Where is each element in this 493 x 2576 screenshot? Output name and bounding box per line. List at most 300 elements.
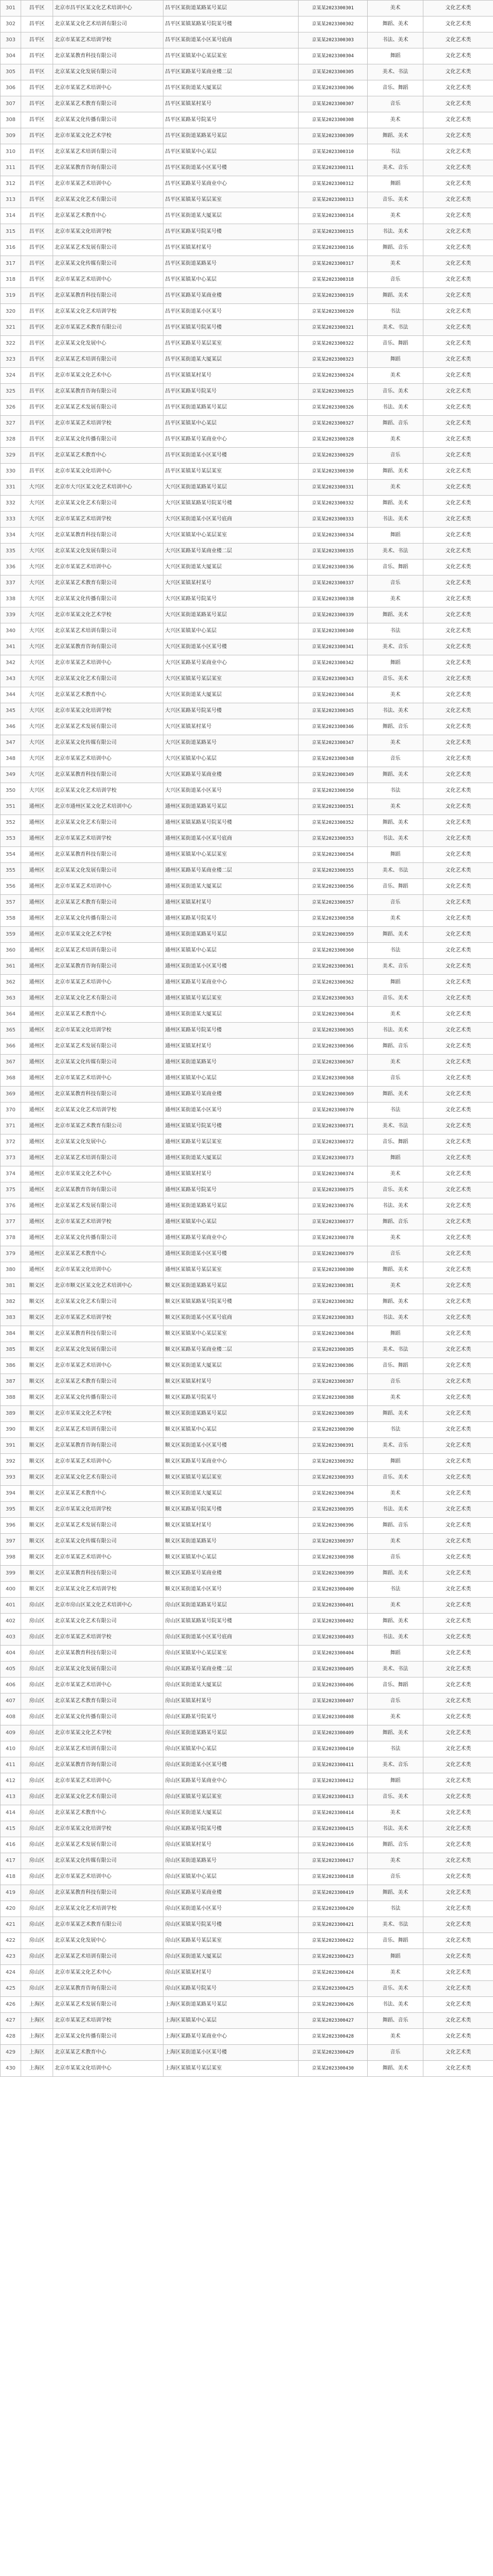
row-number: 336 xyxy=(1,560,21,575)
scope-cell: 文化艺术类 xyxy=(423,336,493,352)
table-row xyxy=(1,1614,493,1630)
subjects-cell: 音乐 xyxy=(368,1869,423,1885)
license-number-cell: 京某某2023300385 xyxy=(299,1342,368,1358)
row-number: 364 xyxy=(1,1007,21,1023)
institution-name-cell: 北京某某文化发展有限公司 xyxy=(53,863,163,879)
scope-cell: 文化艺术类 xyxy=(423,1358,493,1374)
scope-cell: 文化艺术类 xyxy=(423,1805,493,1821)
scope-cell: 文化艺术类 xyxy=(423,560,493,575)
subjects-cell: 美术 xyxy=(368,208,423,224)
table-row xyxy=(1,1342,493,1358)
license-number-cell: 京某某2023300332 xyxy=(299,496,368,512)
row-number: 370 xyxy=(1,1103,21,1118)
row-number: 352 xyxy=(1,815,21,831)
institution-name-cell: 北京某某文化传播有限公司 xyxy=(53,591,163,607)
address-cell: 昌平区某街道某路某号某层 xyxy=(163,400,299,416)
table-row xyxy=(1,1246,493,1262)
institution-name-cell: 北京某某文化艺术有限公司 xyxy=(53,991,163,1007)
table-row xyxy=(1,735,493,751)
license-number-cell: 京某某2023300377 xyxy=(299,1214,368,1230)
scope-cell: 文化艺术类 xyxy=(423,288,493,304)
institution-name-cell: 北京某某文化发展中心 xyxy=(53,1933,163,1949)
license-number-cell: 京某某2023300357 xyxy=(299,895,368,911)
subjects-cell: 音乐、舞蹈 xyxy=(368,80,423,96)
institution-name-cell: 北京某某教育科技有限公司 xyxy=(53,48,163,64)
district-cell: 通州区 xyxy=(21,815,53,831)
table-row xyxy=(1,1693,493,1709)
row-number: 340 xyxy=(1,623,21,639)
scope-cell: 文化艺术类 xyxy=(423,1821,493,1837)
district-cell: 房山区 xyxy=(21,1901,53,1917)
institution-name-cell: 北京某某艺术教育中心 xyxy=(53,208,163,224)
license-number-cell: 京某某2023300330 xyxy=(299,464,368,480)
subjects-cell: 美术 xyxy=(368,1486,423,1502)
license-number-cell: 京某某2023300333 xyxy=(299,512,368,528)
address-cell: 房山区某街道某小区某号楼 xyxy=(163,1757,299,1773)
district-cell: 昌平区 xyxy=(21,160,53,176)
subjects-cell: 舞蹈 xyxy=(368,1454,423,1470)
institution-name-cell: 北京某某文化发展有限公司 xyxy=(53,544,163,560)
row-number: 412 xyxy=(1,1773,21,1789)
row-number: 386 xyxy=(1,1358,21,1374)
scope-cell: 文化艺术类 xyxy=(423,1118,493,1134)
subjects-cell: 音乐、美术 xyxy=(368,1789,423,1805)
license-number-cell: 京某某2023300325 xyxy=(299,384,368,400)
district-cell: 昌平区 xyxy=(21,352,53,368)
scope-cell: 文化艺术类 xyxy=(423,991,493,1007)
license-number-cell: 京某某2023300413 xyxy=(299,1789,368,1805)
subjects-cell: 音乐、舞蹈 xyxy=(368,336,423,352)
row-number: 406 xyxy=(1,1677,21,1693)
subjects-cell: 书法、美术 xyxy=(368,1198,423,1214)
table-row xyxy=(1,1534,493,1550)
scope-cell: 文化艺术类 xyxy=(423,591,493,607)
subjects-cell: 舞蹈、美术 xyxy=(368,815,423,831)
table-row xyxy=(1,1630,493,1646)
institution-name-cell: 北京某某艺术发展有限公司 xyxy=(53,1997,163,2013)
row-number: 339 xyxy=(1,607,21,623)
subjects-cell: 音乐、美术 xyxy=(368,1182,423,1198)
institution-name-cell: 北京某某文化艺术培训学校 xyxy=(53,1582,163,1598)
license-number-cell: 京某某2023300404 xyxy=(299,1646,368,1662)
scope-cell: 文化艺术类 xyxy=(423,911,493,927)
row-number: 421 xyxy=(1,1917,21,1933)
row-number: 350 xyxy=(1,783,21,799)
district-cell: 昌平区 xyxy=(21,16,53,32)
table-row xyxy=(1,528,493,544)
district-cell: 顺义区 xyxy=(21,1454,53,1470)
row-number: 414 xyxy=(1,1805,21,1821)
table-row xyxy=(1,1981,493,1997)
license-number-cell: 京某某2023300430 xyxy=(299,2061,368,2077)
address-cell: 顺义区某街道某小区某号楼 xyxy=(163,1438,299,1454)
license-number-cell: 京某某2023300366 xyxy=(299,1039,368,1055)
table-row xyxy=(1,1598,493,1614)
license-number-cell: 京某某2023300321 xyxy=(299,320,368,336)
table-row xyxy=(1,1757,493,1773)
row-number: 395 xyxy=(1,1502,21,1518)
table-row xyxy=(1,1805,493,1821)
row-number: 399 xyxy=(1,1566,21,1582)
table-row xyxy=(1,671,493,687)
table-row xyxy=(1,847,493,863)
scope-cell: 文化艺术类 xyxy=(423,1406,493,1422)
license-number-cell: 京某某2023300306 xyxy=(299,80,368,96)
subjects-cell: 美术 xyxy=(368,1007,423,1023)
scope-cell: 文化艺术类 xyxy=(423,751,493,767)
subjects-cell: 音乐 xyxy=(368,751,423,767)
scope-cell: 文化艺术类 xyxy=(423,1198,493,1214)
license-number-cell: 京某某2023300373 xyxy=(299,1150,368,1166)
subjects-cell: 美术 xyxy=(368,368,423,384)
district-cell: 房山区 xyxy=(21,1885,53,1901)
license-number-cell: 京某某2023300399 xyxy=(299,1566,368,1582)
institution-name-cell: 北京市某某文化培训学校 xyxy=(53,703,163,719)
row-number: 428 xyxy=(1,2029,21,2045)
license-number-cell: 京某某2023300351 xyxy=(299,799,368,815)
row-number: 317 xyxy=(1,256,21,272)
table-row xyxy=(1,1278,493,1294)
district-cell: 通州区 xyxy=(21,895,53,911)
row-number: 323 xyxy=(1,352,21,368)
address-cell: 顺义区某街道某路某号某层 xyxy=(163,1278,299,1294)
table-row xyxy=(1,112,493,128)
institution-name-cell: 北京某某艺术教育中心 xyxy=(53,2045,163,2061)
institution-name-cell: 北京某某艺术发展有限公司 xyxy=(53,1837,163,1853)
institution-name-cell: 北京市某某文化培训中心 xyxy=(53,2061,163,2077)
district-cell: 昌平区 xyxy=(21,240,53,256)
row-number: 424 xyxy=(1,1965,21,1981)
license-number-cell: 京某某2023300353 xyxy=(299,831,368,847)
table-row xyxy=(1,64,493,80)
district-cell: 大兴区 xyxy=(21,783,53,799)
institution-name-cell: 北京某某艺术培训有限公司 xyxy=(53,943,163,959)
license-number-cell: 京某某2023300379 xyxy=(299,1246,368,1262)
subjects-cell: 音乐、舞蹈 xyxy=(368,1933,423,1949)
scope-cell: 文化艺术类 xyxy=(423,1390,493,1406)
institution-name-cell: 北京市某某艺术培训学校 xyxy=(53,416,163,432)
address-cell: 昌平区某路某号某商业楼二层 xyxy=(163,64,299,80)
subjects-cell: 书法 xyxy=(368,304,423,320)
table-row xyxy=(1,368,493,384)
institution-name-cell: 北京市某某文化培训学校 xyxy=(53,224,163,240)
license-number-cell: 京某某2023300384 xyxy=(299,1326,368,1342)
institution-name-cell: 北京某某文化传播有限公司 xyxy=(53,2029,163,2045)
address-cell: 大兴区某镇某号某层某室 xyxy=(163,671,299,687)
institution-name-cell: 北京某某教育科技有限公司 xyxy=(53,1646,163,1662)
table-row xyxy=(1,1182,493,1198)
row-number: 361 xyxy=(1,959,21,975)
address-cell: 昌平区某镇某号某层某室 xyxy=(163,192,299,208)
license-number-cell: 京某某2023300424 xyxy=(299,1965,368,1981)
row-number: 392 xyxy=(1,1454,21,1470)
scope-cell: 文化艺术类 xyxy=(423,272,493,288)
scope-cell: 文化艺术类 xyxy=(423,384,493,400)
table-row xyxy=(1,1885,493,1901)
address-cell: 通州区某街道某大厦某层 xyxy=(163,879,299,895)
license-number-cell: 京某某2023300391 xyxy=(299,1438,368,1454)
scope-cell: 文化艺术类 xyxy=(423,368,493,384)
address-cell: 昌平区某镇某中心某层某室 xyxy=(163,48,299,64)
district-cell: 上海区 xyxy=(21,2061,53,2077)
subjects-cell: 舞蹈、美术 xyxy=(368,1566,423,1582)
district-cell: 房山区 xyxy=(21,1949,53,1965)
table-row xyxy=(1,1725,493,1741)
institution-name-cell: 北京某某教育科技有限公司 xyxy=(53,767,163,783)
institution-name-cell: 北京市某某艺术培训学校 xyxy=(53,1310,163,1326)
license-number-cell: 京某某2023300331 xyxy=(299,480,368,496)
institution-name-cell: 北京市某某艺术培训中心 xyxy=(53,1550,163,1566)
address-cell: 房山区某路某号某商业中心 xyxy=(163,1773,299,1789)
license-number-cell: 京某某2023300322 xyxy=(299,336,368,352)
address-cell: 大兴区某路某号某商业中心 xyxy=(163,655,299,671)
table-row xyxy=(1,895,493,911)
row-number: 356 xyxy=(1,879,21,895)
district-cell: 通州区 xyxy=(21,847,53,863)
scope-cell: 文化艺术类 xyxy=(423,224,493,240)
district-cell: 昌平区 xyxy=(21,208,53,224)
subjects-cell: 音乐、舞蹈 xyxy=(368,560,423,575)
license-number-cell: 京某某2023300400 xyxy=(299,1582,368,1598)
address-cell: 顺义区某街道某路某号 xyxy=(163,1534,299,1550)
subjects-cell: 舞蹈、音乐 xyxy=(368,240,423,256)
table-row xyxy=(1,751,493,767)
district-cell: 通州区 xyxy=(21,1166,53,1182)
scope-cell: 文化艺术类 xyxy=(423,1709,493,1725)
district-cell: 通州区 xyxy=(21,1023,53,1039)
row-number: 384 xyxy=(1,1326,21,1342)
institution-name-cell: 北京市某某艺术培训中心 xyxy=(53,176,163,192)
address-cell: 通州区某镇某村某号 xyxy=(163,895,299,911)
table-row xyxy=(1,943,493,959)
license-number-cell: 京某某2023300374 xyxy=(299,1166,368,1182)
district-cell: 通州区 xyxy=(21,991,53,1007)
license-number-cell: 京某某2023300395 xyxy=(299,1502,368,1518)
address-cell: 昌平区某镇某路某号院某号楼 xyxy=(163,16,299,32)
address-cell: 房山区某街道某路某号某层 xyxy=(163,1598,299,1614)
district-cell: 房山区 xyxy=(21,1821,53,1837)
scope-cell: 文化艺术类 xyxy=(423,1949,493,1965)
row-number: 403 xyxy=(1,1630,21,1646)
scope-cell: 文化艺术类 xyxy=(423,831,493,847)
address-cell: 房山区某街道某大厦某层 xyxy=(163,1677,299,1693)
scope-cell: 文化艺术类 xyxy=(423,1965,493,1981)
license-number-cell: 京某某2023300382 xyxy=(299,1294,368,1310)
address-cell: 昌平区某路某号院某号楼 xyxy=(163,224,299,240)
row-number: 306 xyxy=(1,80,21,96)
address-cell: 通州区某街道某大厦某层 xyxy=(163,1007,299,1023)
district-cell: 顺义区 xyxy=(21,1502,53,1518)
institution-name-cell: 北京市某某文化培训中心 xyxy=(53,1262,163,1278)
district-cell: 昌平区 xyxy=(21,128,53,144)
district-cell: 房山区 xyxy=(21,1837,53,1853)
address-cell: 大兴区某街道某大厦某层 xyxy=(163,560,299,575)
institution-name-cell: 北京市某某艺术培训中心 xyxy=(53,1869,163,1885)
address-cell: 昌平区某路某号某层某室 xyxy=(163,336,299,352)
district-cell: 昌平区 xyxy=(21,384,53,400)
institution-name-cell: 北京市某某文化艺术学校 xyxy=(53,1406,163,1422)
subjects-cell: 美术 xyxy=(368,1709,423,1725)
institution-name-cell: 北京某某艺术培训有限公司 xyxy=(53,1422,163,1438)
subjects-cell: 舞蹈 xyxy=(368,975,423,991)
district-cell: 房山区 xyxy=(21,1917,53,1933)
subjects-cell: 舞蹈 xyxy=(368,1773,423,1789)
scope-cell: 文化艺术类 xyxy=(423,1214,493,1230)
table-row xyxy=(1,1582,493,1598)
table-row xyxy=(1,1773,493,1789)
institution-name-cell: 北京市某某文化艺术中心 xyxy=(53,1166,163,1182)
institution-name-cell: 北京某某文化艺术培训学校 xyxy=(53,1901,163,1917)
institution-name-cell: 北京市某某文化培训中心 xyxy=(53,464,163,480)
table-row xyxy=(1,703,493,719)
scope-cell: 文化艺术类 xyxy=(423,959,493,975)
address-cell: 大兴区某镇某村某号 xyxy=(163,719,299,735)
table-row xyxy=(1,927,493,943)
table-row xyxy=(1,815,493,831)
scope-cell: 文化艺术类 xyxy=(423,1246,493,1262)
district-cell: 昌平区 xyxy=(21,48,53,64)
license-number-cell: 京某某2023300398 xyxy=(299,1550,368,1566)
row-number: 344 xyxy=(1,687,21,703)
table-row xyxy=(1,496,493,512)
subjects-cell: 舞蹈、美术 xyxy=(368,1725,423,1741)
subjects-cell: 舞蹈、美术 xyxy=(368,1614,423,1630)
row-number: 328 xyxy=(1,432,21,448)
scope-cell: 文化艺术类 xyxy=(423,1103,493,1118)
district-cell: 通州区 xyxy=(21,799,53,815)
institution-name-cell: 北京某某文化发展有限公司 xyxy=(53,64,163,80)
institution-name-cell: 北京某某文化传媒有限公司 xyxy=(53,735,163,751)
subjects-cell: 音乐、美术 xyxy=(368,1470,423,1486)
license-number-cell: 京某某2023300396 xyxy=(299,1518,368,1534)
institution-name-cell: 北京市通州区某文化艺术培训中心 xyxy=(53,799,163,815)
district-cell: 昌平区 xyxy=(21,304,53,320)
scope-cell: 文化艺术类 xyxy=(423,2029,493,2045)
address-cell: 大兴区某街道某路某号某层 xyxy=(163,480,299,496)
institution-name-cell: 北京某某文化艺术培训学校 xyxy=(53,304,163,320)
address-cell: 昌平区某镇某号某层某室 xyxy=(163,464,299,480)
table-row xyxy=(1,96,493,112)
institution-name-cell: 北京某某教育科技有限公司 xyxy=(53,1566,163,1582)
institution-name-cell: 北京某某艺术教育有限公司 xyxy=(53,96,163,112)
table-row xyxy=(1,575,493,591)
subjects-cell: 音乐 xyxy=(368,448,423,464)
address-cell: 通州区某路某号某商业中心 xyxy=(163,1230,299,1246)
scope-cell: 文化艺术类 xyxy=(423,943,493,959)
institution-name-cell: 北京某某文化艺术有限公司 xyxy=(53,815,163,831)
subjects-cell: 书法 xyxy=(368,1582,423,1598)
subjects-cell: 书法 xyxy=(368,1103,423,1118)
address-cell: 通州区某镇某号某层某室 xyxy=(163,1262,299,1278)
license-number-cell: 京某某2023300354 xyxy=(299,847,368,863)
institution-name-cell: 北京市某某文化艺术学校 xyxy=(53,128,163,144)
institution-name-cell: 北京市某某艺术培训学校 xyxy=(53,1214,163,1230)
address-cell: 通州区某街道某小区某号楼 xyxy=(163,1246,299,1262)
table-row xyxy=(1,623,493,639)
district-cell: 通州区 xyxy=(21,1150,53,1166)
address-cell: 通州区某街道某路某号某层 xyxy=(163,927,299,943)
subjects-cell: 美术 xyxy=(368,112,423,128)
district-cell: 顺义区 xyxy=(21,1582,53,1598)
district-cell: 通州区 xyxy=(21,1087,53,1103)
district-cell: 通州区 xyxy=(21,1246,53,1262)
license-number-cell: 京某某2023300342 xyxy=(299,655,368,671)
district-cell: 顺义区 xyxy=(21,1342,53,1358)
subjects-cell: 音乐 xyxy=(368,895,423,911)
district-cell: 昌平区 xyxy=(21,448,53,464)
row-number: 357 xyxy=(1,895,21,911)
address-cell: 顺义区某路某号某商业楼二层 xyxy=(163,1342,299,1358)
subjects-cell: 美术 xyxy=(368,735,423,751)
scope-cell: 文化艺术类 xyxy=(423,1518,493,1534)
row-number: 429 xyxy=(1,2045,21,2061)
row-number: 362 xyxy=(1,975,21,991)
institution-name-cell: 北京市某某艺术培训学校 xyxy=(53,1630,163,1646)
district-cell: 大兴区 xyxy=(21,639,53,655)
scope-cell: 文化艺术类 xyxy=(423,1646,493,1662)
address-cell: 昌平区某镇某村某号 xyxy=(163,96,299,112)
table-row xyxy=(1,1198,493,1214)
subjects-cell: 美术 xyxy=(368,1166,423,1182)
subjects-cell: 舞蹈、美术 xyxy=(368,1885,423,1901)
address-cell: 房山区某镇某村某号 xyxy=(163,1965,299,1981)
district-cell: 大兴区 xyxy=(21,528,53,544)
subjects-cell: 美术 xyxy=(368,2029,423,2045)
institution-name-cell: 北京市某某文化培训学校 xyxy=(53,1502,163,1518)
table-row xyxy=(1,607,493,623)
institution-name-cell: 北京市顺义区某文化艺术培训中心 xyxy=(53,1278,163,1294)
license-number-cell: 京某某2023300414 xyxy=(299,1805,368,1821)
table-row xyxy=(1,1118,493,1134)
subjects-cell: 舞蹈 xyxy=(368,528,423,544)
subjects-cell: 音乐、舞蹈 xyxy=(368,1677,423,1693)
scope-cell: 文化艺术类 xyxy=(423,304,493,320)
table-row xyxy=(1,192,493,208)
table-row xyxy=(1,655,493,671)
institution-name-cell: 北京市某某艺术培训中心 xyxy=(53,751,163,767)
address-cell: 房山区某镇某中心某层某室 xyxy=(163,1646,299,1662)
row-number: 375 xyxy=(1,1182,21,1198)
address-cell: 昌平区某街道某路某号某层 xyxy=(163,128,299,144)
district-cell: 通州区 xyxy=(21,1214,53,1230)
district-cell: 大兴区 xyxy=(21,623,53,639)
institution-name-cell: 北京某某艺术发展有限公司 xyxy=(53,1039,163,1055)
district-cell: 房山区 xyxy=(21,1853,53,1869)
subjects-cell: 音乐 xyxy=(368,1693,423,1709)
subjects-cell: 书法、美术 xyxy=(368,1630,423,1646)
scope-cell: 文化艺术类 xyxy=(423,1486,493,1502)
table-row xyxy=(1,1949,493,1965)
row-number: 376 xyxy=(1,1198,21,1214)
district-cell: 顺义区 xyxy=(21,1534,53,1550)
table-row xyxy=(1,863,493,879)
institution-name-cell: 北京某某文化发展中心 xyxy=(53,336,163,352)
district-cell: 通州区 xyxy=(21,1071,53,1087)
subjects-cell: 美术 xyxy=(368,1805,423,1821)
subjects-cell: 舞蹈 xyxy=(368,655,423,671)
row-number: 325 xyxy=(1,384,21,400)
address-cell: 上海区某镇某中心某层 xyxy=(163,2013,299,2029)
table-row xyxy=(1,1358,493,1374)
row-number: 381 xyxy=(1,1278,21,1294)
subjects-cell: 音乐 xyxy=(368,272,423,288)
address-cell: 昌平区某街道某大厦某层 xyxy=(163,208,299,224)
row-number: 360 xyxy=(1,943,21,959)
scope-cell: 文化艺术类 xyxy=(423,160,493,176)
row-number: 326 xyxy=(1,400,21,416)
institution-name-cell: 北京市某某艺术培训中心 xyxy=(53,655,163,671)
institution-name-cell: 北京市某某艺术培训学校 xyxy=(53,831,163,847)
